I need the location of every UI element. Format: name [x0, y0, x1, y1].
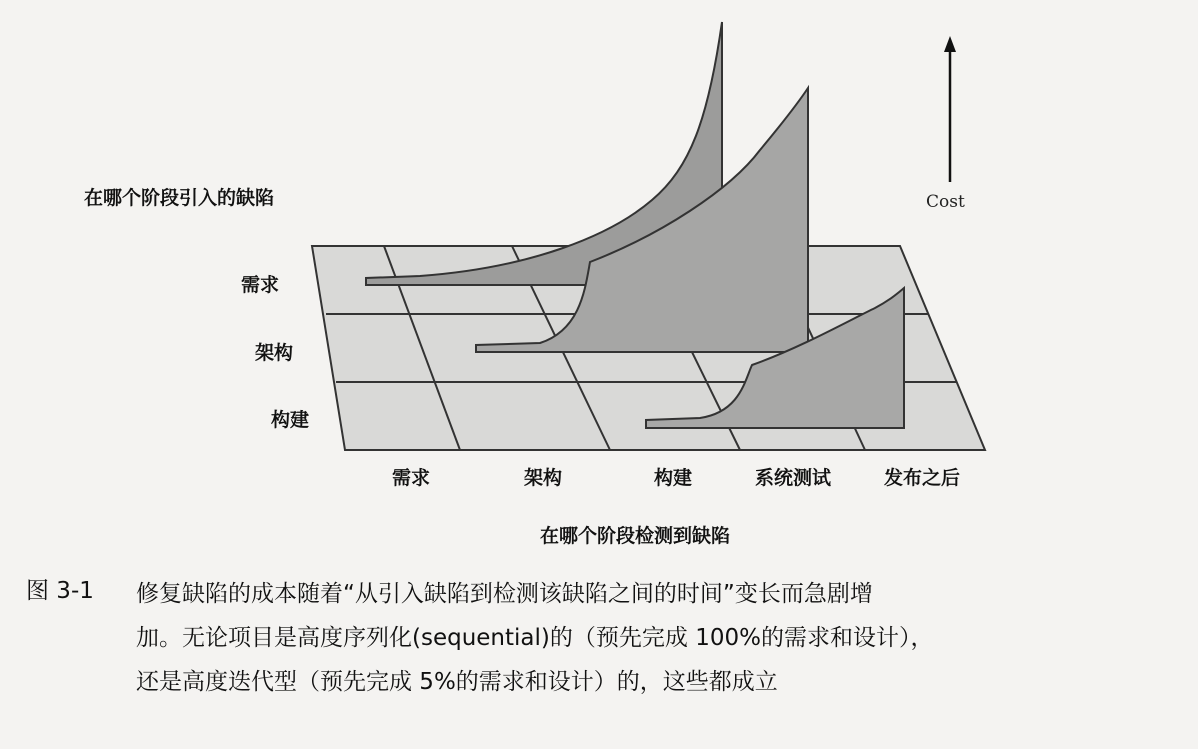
- introduced-axis-title: 在哪个阶段引入的缺陷: [84, 187, 275, 209]
- detected-phase-label: 系统测试: [755, 467, 832, 489]
- caption-number: 图 3-1: [26, 578, 94, 604]
- introduced-phase-label: 构建: [271, 409, 310, 431]
- cost-axis-label: Cost: [926, 192, 965, 212]
- caption-text: [136, 572, 1186, 704]
- detected-phase-label: 需求: [392, 467, 431, 489]
- introduced-phase-label: 需求: [241, 274, 280, 296]
- caption-line: 加。无论项目是高度序列化(sequential)的（预先完成 100%的需求和设计），: [136, 625, 934, 651]
- caption-line: 修复缺陷的成本随着“从引入缺陷到检测该缺陷之间的时间”变长而急剧增: [136, 581, 873, 607]
- detected-phase-label: 发布之后: [884, 467, 961, 489]
- detected-axis-title: 在哪个阶段检测到缺陷: [540, 525, 731, 547]
- introduced-phase-label: 架构: [255, 342, 294, 364]
- cost-arrow-head: [944, 36, 956, 52]
- detected-phase-label: 构建: [654, 467, 693, 489]
- detected-phase-label: 架构: [524, 467, 563, 489]
- caption-line: 还是高度迭代型（预先完成 5%的需求和设计）的，这些都成立: [136, 669, 778, 695]
